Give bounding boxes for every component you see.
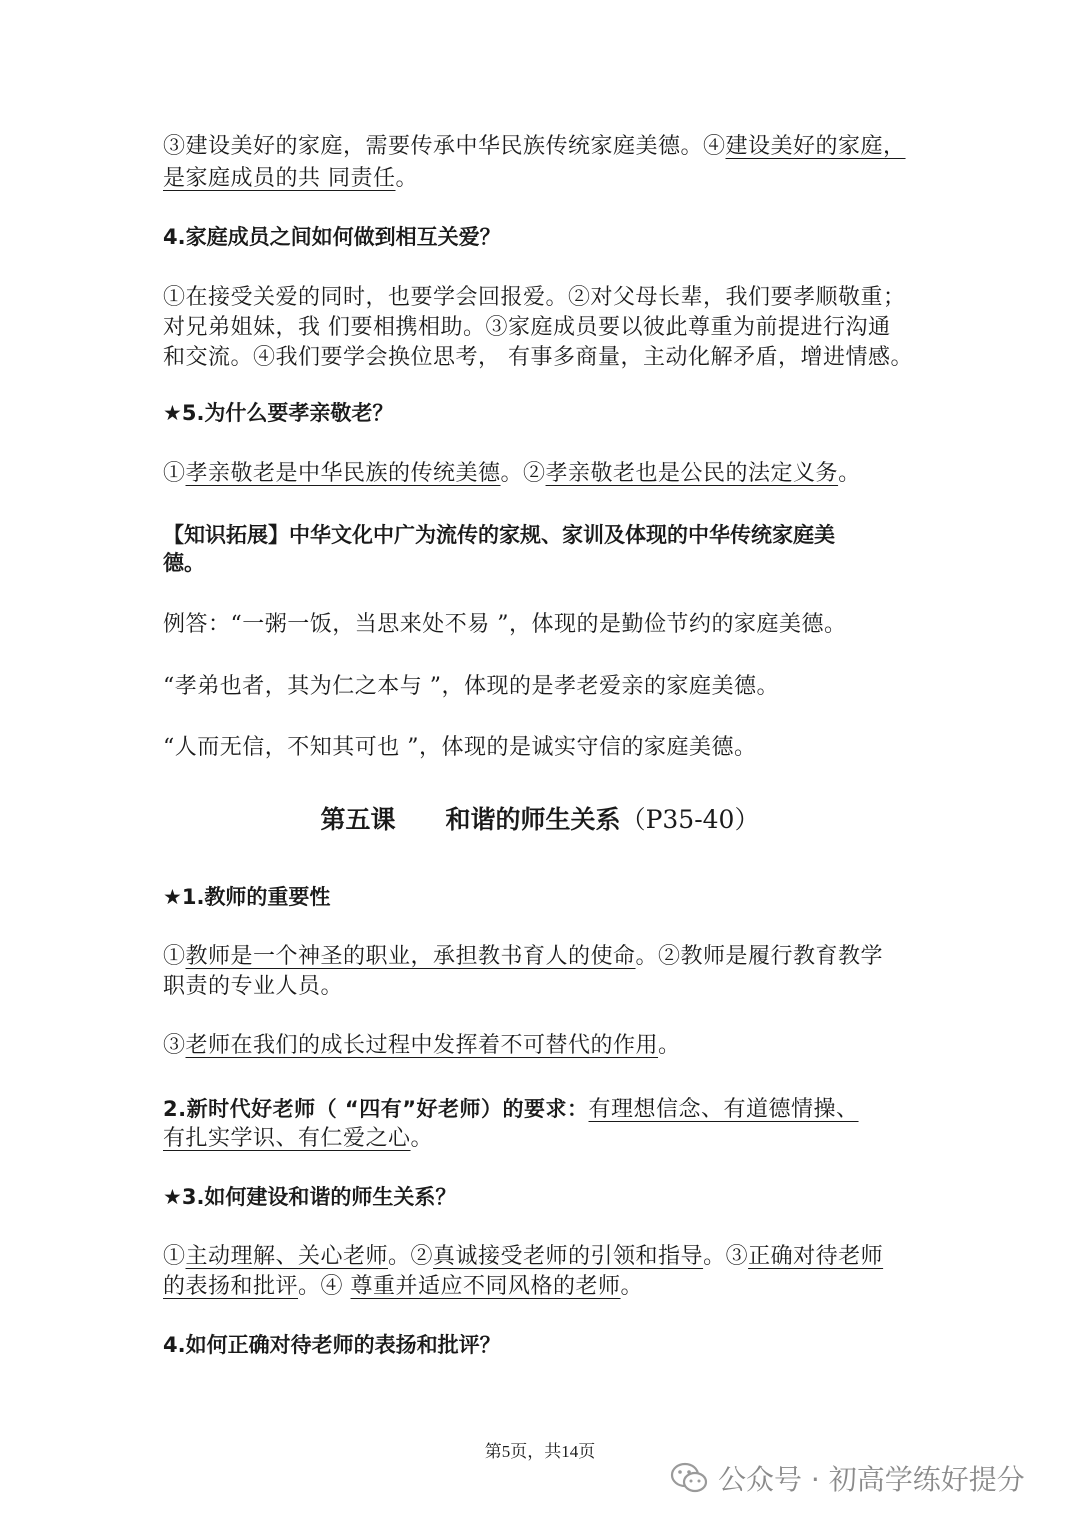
underlined-text: 孝亲敬老也是公民的法定义务 (545, 461, 839, 486)
text: ① (163, 944, 186, 969)
lesson-pages: （P35-40） (620, 805, 760, 834)
underlined-text: 尊重并适应不同风格的老师 (350, 1274, 621, 1299)
underlined-text: 的表扬和批评 (163, 1274, 299, 1299)
text: ③ (163, 1033, 186, 1058)
text: 。 (658, 1033, 681, 1058)
text: 。 (620, 1274, 644, 1299)
text: 。② (388, 1244, 434, 1269)
answer-line (163, 455, 920, 493)
watermark (670, 1458, 1025, 1498)
watermark-text: 公众号 · 初高学练好提分 (718, 1463, 1025, 1496)
answer-line (163, 1268, 920, 1306)
underlined-text: 有扎实学识、有仁爱之心 (163, 1126, 411, 1151)
underlined-text: 是家庭成员的共 同责任 (163, 166, 396, 191)
underlined-text: 真诚接受老师的引领和指导 (433, 1244, 704, 1269)
text: ③建设美好的家庭，需要传承中华民族传统家庭美德。④ (163, 134, 726, 159)
paragraph-line (163, 160, 920, 198)
question-heading: 4.家庭成员之间如何做到相互关爱？ (163, 225, 501, 249)
underlined-text: 建设美好的家庭， (725, 134, 906, 159)
question-heading: ★5.为什么要孝亲敬老？ (163, 401, 394, 425)
answer-line: 和交流。④我们要学会换位思考， 有事多商量，主动化解矛盾，增进情感。 (163, 345, 913, 370)
underlined-text: 主动理解、关心老师 (185, 1244, 389, 1269)
underlined-text: 有理想信念、有道德情操、 (588, 1097, 859, 1122)
example-line: “孝弟也者，其为仁之本与 ”，体现的是孝老爱亲的家庭美德。 (163, 674, 779, 699)
text: ① (163, 1244, 186, 1269)
answer-line: 职责的专业人员。 (163, 974, 344, 999)
lesson-title (0, 800, 1080, 840)
text: 。 (410, 1126, 434, 1151)
lesson-number: 第五课 (320, 805, 396, 834)
extension-heading: 德。 (163, 551, 205, 575)
underlined-text: 老师在我们的成长过程中发挥着不可替代的作用 (185, 1033, 659, 1058)
underlined-text: 教师是一个神圣的职业，承担教书育人的使命 (185, 944, 636, 969)
example-line: “人而无信，不知其可也 ”，体现的是诚实守信的家庭美德。 (163, 735, 757, 760)
answer-line: ①在接受关爱的同时，也要学会回报爱。②对父母长辈，我们要孝顺敬重； (163, 285, 906, 310)
underlined-text: 孝亲敬老是中华民族的传统美德 (185, 461, 501, 486)
page-footer: 第5页，共14页 (484, 1442, 596, 1461)
text: 。④ (298, 1274, 351, 1299)
answer-line (163, 1120, 920, 1158)
text: ① (163, 461, 186, 486)
question-lead: 2.新时代好老师（ “四有”好老师）的要求： (163, 1097, 589, 1121)
text: 。 (838, 461, 861, 486)
wechat-icon (670, 1461, 708, 1495)
answer-line: 对兄弟姐妹，我 们要相携相助。③家庭成员要以彼此尊重为前提进行沟通 (163, 315, 891, 340)
text: 。 (395, 166, 419, 191)
question-heading: 4.如何正确对待老师的表扬和批评？ (163, 1333, 501, 1357)
lesson-name: 和谐的师生关系 (445, 805, 621, 834)
text: 。③ (703, 1244, 749, 1269)
text: 。② (500, 461, 546, 486)
underlined-text: 正确对待老师 (748, 1244, 884, 1269)
answer-line (163, 1027, 920, 1065)
text: 。②教师是履行教育教学 (635, 944, 884, 969)
example-line: 例答：“一粥一饭，当思来处不易 ”，体现的是勤俭节约的家庭美德。 (163, 612, 847, 637)
extension-heading: 【知识拓展】中华文化中广为流传的家规、家训及体现的中华传统家庭美 (163, 523, 835, 547)
question-heading: ★3.如何建设和谐的师生关系？ (163, 1185, 457, 1209)
question-heading: ★1.教师的重要性 (163, 885, 331, 909)
